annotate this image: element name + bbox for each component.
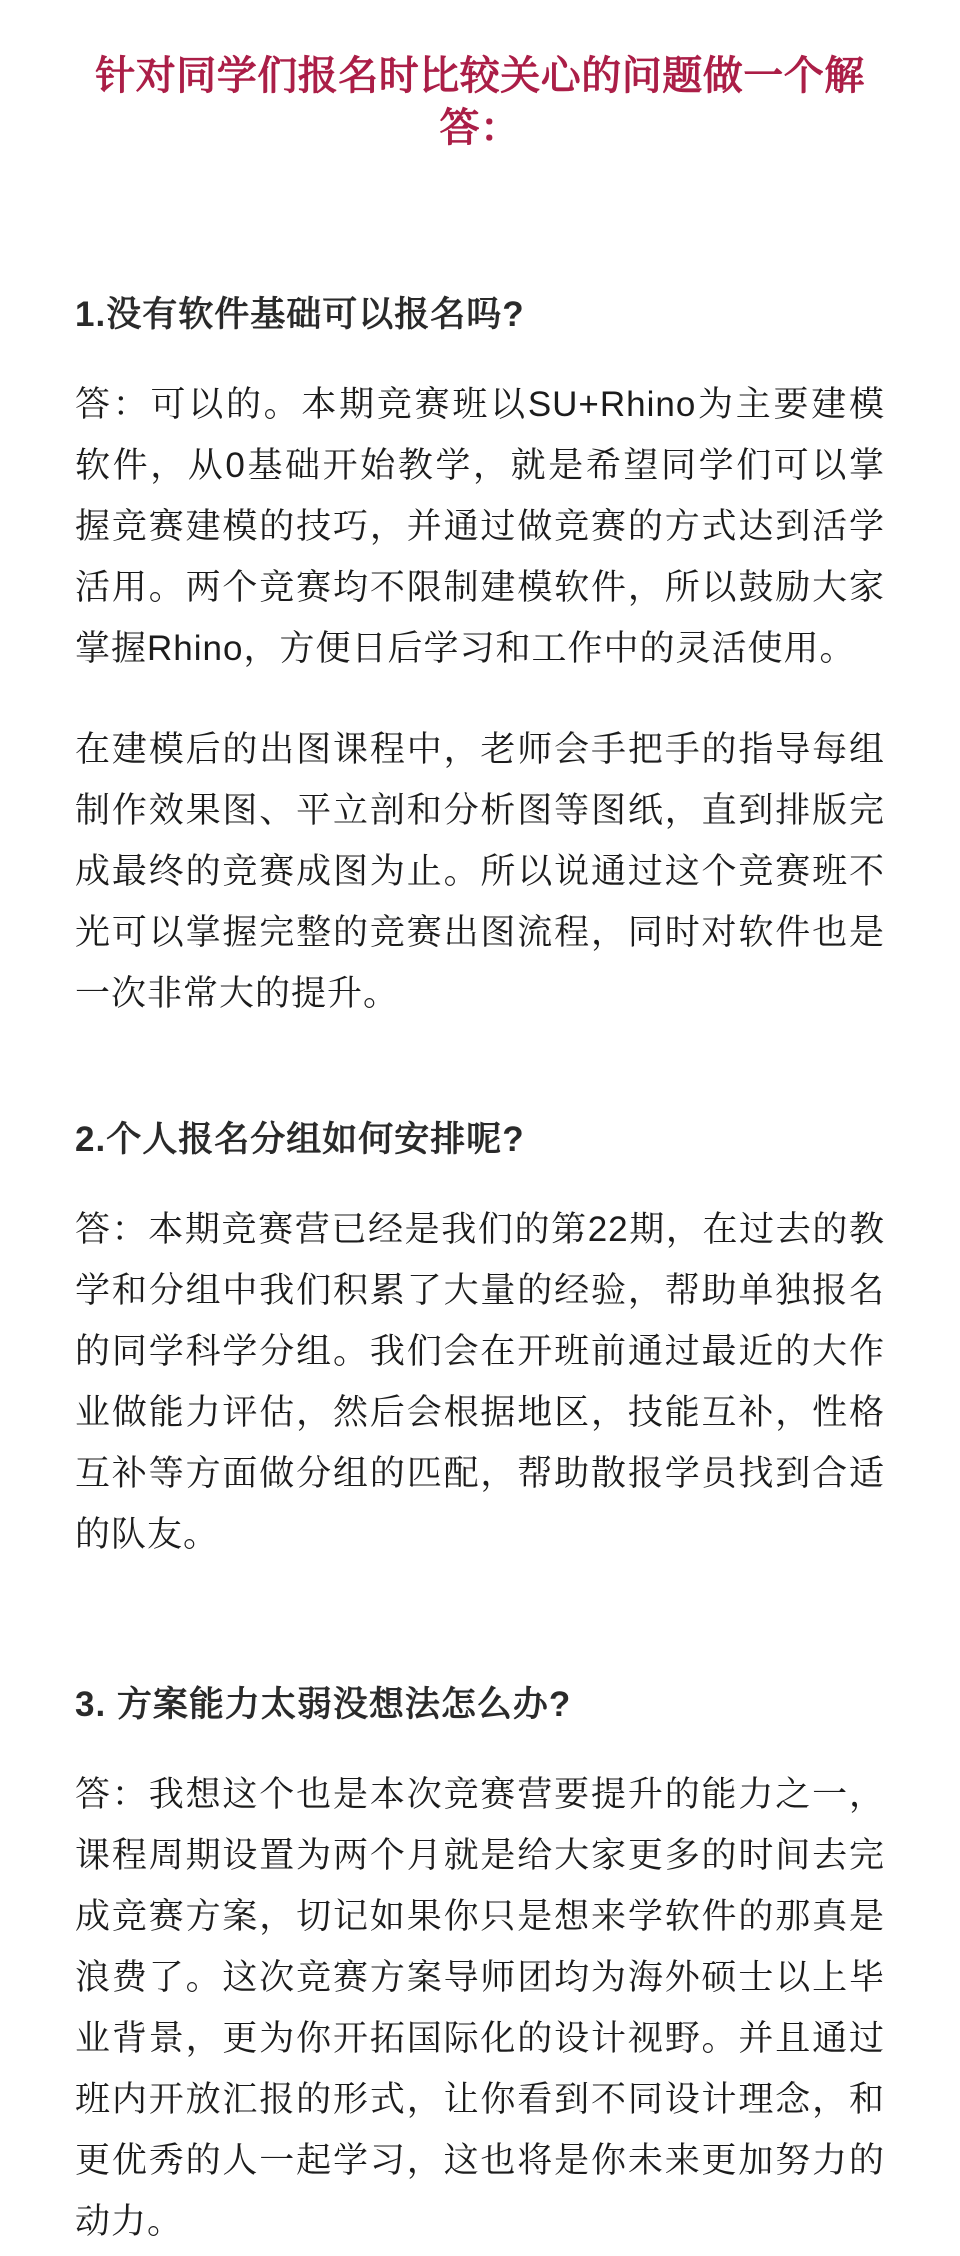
answer-2-paragraph-1: 答：本期竞赛营已经是我们的第22期，在过去的教学和分组中我们积累了大量的经验，帮助单独报名的同学科学分组。我们会在开班前通过最近的大作业做能力评估，然后会根据地区，技能互补，性格互补等方面做分组的匹配，帮助散报学员找到合适的队友。 <box>75 1210 885 1554</box>
faq-section-2 <box>75 1117 885 1565</box>
question-1-heading: 1.没有软件基础可以报名吗? <box>75 295 525 334</box>
page-title: 针对同学们报名时比较关心的问题做一个解答： <box>95 54 865 150</box>
faq-section-3 <box>75 1682 885 2252</box>
answer-1-paragraph-2: 在建模后的出图课程中，老师会手把手的指导每组制作效果图、平立剖和分析图等图纸，直到排版完成最终的竞赛成图为止。所以说通过这个竞赛班不光可以掌握完整的竞赛出图流程，同时对软件也是一次非常大的提升。 <box>75 730 885 1013</box>
answer-1-paragraph-1: 答：可以的。本期竞赛班以SU+Rhino为主要建模软件，从0基础开始教学，就是希望同学们可以掌握竞赛建模的技巧，并通过做竞赛的方式达到活学活用。两个竞赛均不限制建模软件，所以鼓励大家掌握Rhino，方便日后学习和工作中的灵活使用。 <box>75 385 885 668</box>
question-3-heading: 3. 方案能力太弱没想法怎么办? <box>75 1685 572 1724</box>
faq-section-1 <box>75 292 885 1024</box>
answer-3-paragraph-1: 答：我想这个也是本次竞赛营要提升的能力之一，课程周期设置为两个月就是给大家更多的时间去完成竞赛方案，切记如果你只是想来学软件的那真是浪费了。这次竞赛方案导师团均为海外硕士以上毕业背景，更为你开拓国际化的设计视野。并且通过班内开放汇报的形式，让你看到不同设计理念，和更优秀的人一起学习，这也将是你未来更加努力的动力。 <box>75 1775 885 2241</box>
question-2-heading: 2.个人报名分组如何安排呢? <box>75 1120 525 1159</box>
article-content <box>0 50 960 2252</box>
